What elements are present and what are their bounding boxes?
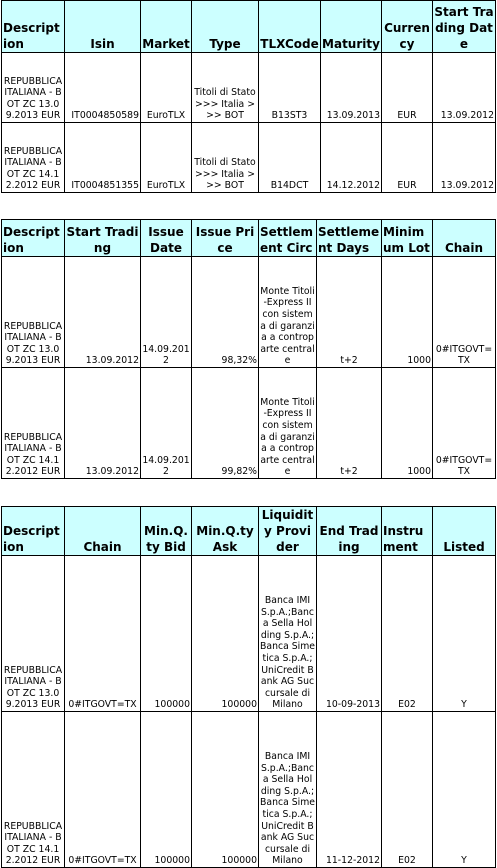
table-row [2,53,496,123]
cell-instrument: E02 [382,556,433,712]
cell-chain: 0#ITGOVT=TX [433,257,496,368]
cell-minimum-lot: 1000 [382,257,433,368]
header-instrument: Instrument [382,507,433,556]
table-row [2,368,496,479]
cell-description: REPUBBLICA ITALIANA - BOT ZC 13.09.2013 EUR [2,556,65,712]
cell-end-trading: 10-09-2013 [317,556,382,712]
header-settlement-circ: Settlement Circ [259,220,317,257]
cell-instrument: E02 [382,712,433,868]
header-description: Description [2,220,65,257]
cell-currency: EUR [382,53,433,123]
table-header-row [2,1,496,53]
cell-issue-date: 14.09.2012 [141,368,192,479]
header-market: Market [141,1,192,53]
cell-chain: 0#ITGOVT=TX [65,556,141,712]
cell-type: Titoli di Stato >>> Italia >>> BOT [192,123,259,193]
table-row [2,712,496,868]
cell-liquidity-provider: Banca IMI S.p.A.;Banca Sella Holding S.p.A.;Banca Simetica S.p.A.;UniCredit Bank AG Succursale di Milano [259,712,317,868]
cell-settlement-circ: Monte Titoli-Express II con sistema di garanzia a controparte centrale [259,368,317,479]
header-settlement-days: Settlement Days [317,220,382,257]
header-type: Type [192,1,259,53]
cell-min-qty-bid: 100000 [141,712,192,868]
header-end-trading: End Trading [317,507,382,556]
header-chain: Chain [65,507,141,556]
table-header-row [2,507,496,556]
cell-min-qty-ask: 100000 [192,712,259,868]
header-min-qty-ask: Min.Q.ty Ask [192,507,259,556]
cell-settlement-circ: Monte Titoli-Express II con sistema di garanzia a controparte centrale [259,257,317,368]
table-row [2,123,496,193]
cell-isin: IT0004850589 [65,53,141,123]
cell-end-trading: 11-12-2012 [317,712,382,868]
cell-type: Titoli di Stato >>> Italia >>> BOT [192,53,259,123]
header-issue-price: Issue Price [192,220,259,257]
header-listed: Listed [433,507,496,556]
table-header-row [2,220,496,257]
cell-chain: 0#ITGOVT=TX [433,368,496,479]
cell-start-trading: 13.09.2012 [65,257,141,368]
table-issue-info [1,219,496,479]
header-description: Description [2,507,65,556]
cell-description: REPUBBLICA ITALIANA - BOT ZC 14.12.2012 EUR [2,123,65,193]
cell-min-qty-bid: 100000 [141,556,192,712]
cell-market: EuroTLX [141,53,192,123]
cell-issue-price: 98,32% [192,257,259,368]
header-isin: Isin [65,1,141,53]
header-start-trading: Start Trading [65,220,141,257]
cell-settlement-days: t+2 [317,368,382,479]
table-instrument-info [1,0,496,193]
cell-issue-date: 14.09.2012 [141,257,192,368]
cell-settlement-days: t+2 [317,257,382,368]
cell-issue-price: 99,82% [192,368,259,479]
header-maturity: Maturity [321,1,382,53]
cell-description: REPUBBLICA ITALIANA - BOT ZC 13.09.2013 EUR [2,257,65,368]
header-issue-date: Issue Date [141,220,192,257]
cell-min-qty-ask: 100000 [192,556,259,712]
cell-currency: EUR [382,123,433,193]
header-chain: Chain [433,220,496,257]
cell-isin: IT0004851355 [65,123,141,193]
cell-maturity: 14.12.2012 [321,123,382,193]
header-min-qty-bid: Min.Q.ty Bid [141,507,192,556]
cell-liquidity-provider: Banca IMI S.p.A.;Banca Sella Holding S.p.A.;Banca Simetica S.p.A.;UniCredit Bank AG Succursale di Milano [259,556,317,712]
cell-description: REPUBBLICA ITALIANA - BOT ZC 13.09.2013 EUR [2,53,65,123]
table-row [2,556,496,712]
header-start-trading-date: Start Trading Date [433,1,496,53]
cell-start-trading-date: 13.09.2012 [433,123,496,193]
cell-minimum-lot: 1000 [382,368,433,479]
cell-market: EuroTLX [141,123,192,193]
cell-description: REPUBBLICA ITALIANA - BOT ZC 14.12.2012 EUR [2,712,65,868]
cell-start-trading-date: 13.09.2012 [433,53,496,123]
header-liquidity-provider: Liquidity Provider [259,507,317,556]
cell-tlxcode: B14DCT [259,123,321,193]
cell-listed: Y [433,556,496,712]
cell-description: REPUBBLICA ITALIANA - BOT ZC 14.12.2012 EUR [2,368,65,479]
cell-chain: 0#ITGOVT=TX [65,712,141,868]
header-minimum-lot: Minimum Lot [382,220,433,257]
cell-listed: Y [433,712,496,868]
header-tlxcode: TLXCode [259,1,321,53]
cell-maturity: 13.09.2013 [321,53,382,123]
table-row [2,257,496,368]
cell-start-trading: 13.09.2012 [65,368,141,479]
header-description: Description [2,1,65,53]
table-liquidity-info [1,506,496,868]
cell-tlxcode: B13ST3 [259,53,321,123]
header-currency: Currency [382,1,433,53]
